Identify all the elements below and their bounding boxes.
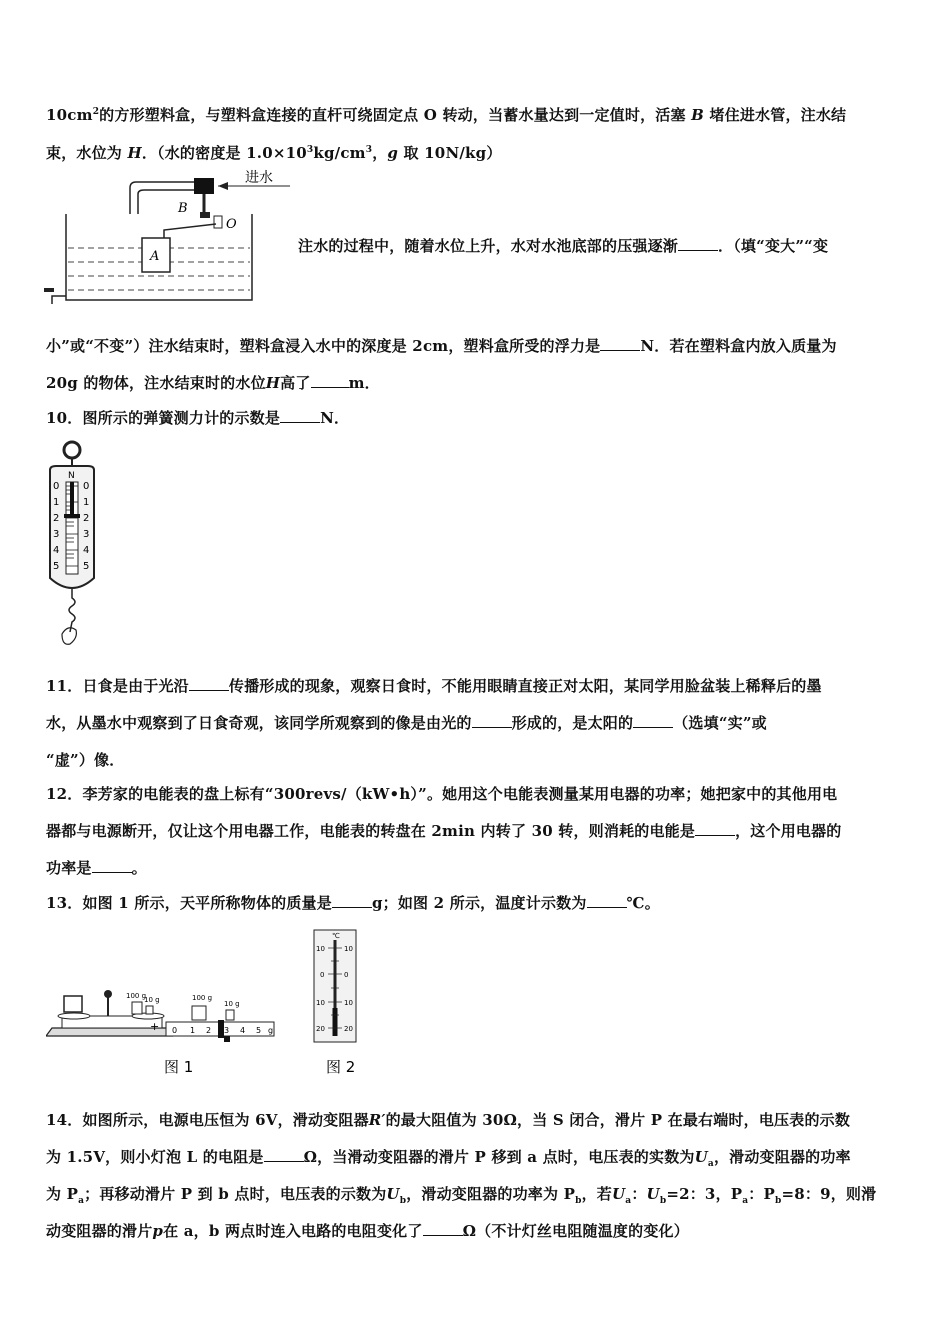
q14-line-2: 为 1.5V，则小灯泡 L 的电阻是 Ω，当滑动变阻器的滑片 P 移到 a 点时，电压表的实数为$U_a$，滑动变阻器的功率 (46, 1148, 851, 1169)
hand-icon (62, 628, 76, 645)
q9-line-5: 20g 的物体，注水结束时的水位H高了 m． (46, 374, 380, 392)
answer-blank[interactable] (280, 408, 320, 423)
answer-blank[interactable] (423, 1221, 463, 1236)
svg-text:5: 5 (256, 1026, 262, 1035)
svg-text:20: 20 (344, 1025, 353, 1033)
svg-text:N: N (68, 471, 75, 481)
scale-right-2: 2 (83, 513, 90, 524)
inlet-arrow-icon (218, 182, 228, 190)
q9-line-1: $10cm^2$的方形塑料盒，与塑料盒连接的直杆可绕固定点 O 转动，当蓄水量达到一定值时，活塞 B 堵住进水管，注水结 (46, 106, 847, 124)
label-o: O (226, 217, 237, 232)
weight-10g (146, 1006, 153, 1014)
scale-ring (64, 442, 80, 458)
scale-left-0: 0 (53, 481, 60, 492)
scale-left-2: 2 (53, 513, 60, 524)
q12-line-2: 器都与电源断开，仅让这个用电器工作，电能表的转盘在 2min 内转了 30 转，则消耗的电能是 ，这个用电器的 (46, 822, 842, 840)
water-tank-figure (40, 168, 290, 318)
scale-spring (70, 482, 74, 516)
outlet-pipe (52, 296, 66, 304)
svg-text:10: 10 (316, 999, 325, 1007)
lever-rod (164, 224, 216, 238)
svg-text:100 g: 100 g (192, 994, 213, 1002)
svg-text:4: 4 (240, 1026, 246, 1035)
weight-100g (132, 1002, 142, 1014)
scale-pointer (64, 514, 80, 518)
balance-object (64, 996, 82, 1012)
q14-line-3: 为 $P_a$；再移动滑片 P 到 b 点时，电压表的示数为$U_b$，滑动变阻器的功率为 $P_b$，若$U_a$：$U_b=2$：3，$P_a$：$P_b=8$：9，则滑 (46, 1185, 877, 1206)
q13-line: 13．如图 1 所示，天平所称物体的质量是 g；如图 2 所示，温度计示数为 ℃。 (46, 894, 660, 912)
q14-line-1: 14．如图所示，电源电压恒为 6V，滑动变阻器R′的最大阻值为 30Ω，当 S 闭合，滑片 P 在最右端时，电压表的示数 (46, 1111, 851, 1129)
thermometer-figure (306, 926, 366, 1081)
svg-text:10 g: 10 g (144, 996, 160, 1004)
scale-left-4: 4 (53, 545, 60, 556)
pivot-o (214, 216, 222, 228)
q10-line: 10．图所示的弹簧测力计的示数是 N． (46, 409, 350, 427)
q14-line-4: 动变阻器的滑片p在 a，b 两点时连入电路的电阻变化了 Ω（不计灯丝电阻随温度的变化） (46, 1222, 689, 1240)
answer-blank[interactable] (311, 373, 349, 388)
fig1-caption: 图 1 (164, 1058, 194, 1076)
label-a: A (150, 249, 160, 264)
label-b: B (178, 201, 188, 216)
answer-blank[interactable] (189, 676, 229, 691)
scale-left-3: 3 (53, 529, 60, 540)
fig2-caption: 图 2 (326, 1058, 356, 1076)
answer-blank[interactable] (587, 893, 627, 908)
q11-line-1: 11．日食是由于光沿 传播形成的现象，观察日食时，不能用眼睛直接正对太阳，某同学用脸盆装上稀释后的墨 (46, 677, 822, 695)
svg-text:℃: ℃ (332, 932, 340, 940)
svg-text:10: 10 (344, 945, 353, 953)
svg-text:0: 0 (320, 971, 325, 979)
svg-text:10 g: 10 g (224, 1000, 240, 1008)
svg-text:2: 2 (206, 1026, 212, 1035)
svg-text:1: 1 (190, 1026, 196, 1035)
svg-text:20: 20 (316, 1025, 325, 1033)
q9-line-3: 注水的过程中，随着水位上升，水对水池底部的压强逐渐 ．（填“变大”“变 (298, 237, 829, 255)
svg-text:g: g (268, 1026, 274, 1035)
q12-line-1: 12．李芳家的电能表的盘上标有“300revs/（kW•h）”。她用这个电能表测量某用电器的功率；她把家中的其他用电 (46, 785, 838, 803)
q11-line-2: 水，从墨水中观察到了日食奇观，该同学所观察到的像是由光的 形成的，是太阳的 （选填“实”或 (46, 714, 767, 732)
answer-blank[interactable] (264, 1147, 304, 1162)
inlet-pipe (130, 182, 200, 214)
scale-right-3: 3 (83, 529, 90, 540)
spring-scale-figure (44, 438, 104, 650)
weight-10g-side (226, 1010, 234, 1020)
svg-text:3: 3 (224, 1026, 230, 1035)
answer-blank[interactable] (678, 236, 718, 251)
scale-left-5: 5 (53, 561, 60, 572)
scale-left-1: 1 (53, 497, 60, 508)
answer-blank[interactable] (472, 713, 512, 728)
answer-blank[interactable] (695, 821, 735, 836)
answer-blank[interactable] (633, 713, 673, 728)
svg-text:10: 10 (344, 999, 353, 1007)
answer-blank[interactable] (92, 858, 132, 873)
svg-text:10: 10 (316, 945, 325, 953)
q9-line-4: 小”或“不变”）注水结束时，塑料盒浸入水中的深度是 2cm，塑料盒所受的浮力是 N．若在塑料盒内放入质量为 (46, 337, 837, 355)
scale-right-1: 1 (83, 497, 90, 508)
q12-line-3: 功率是 。 (46, 859, 147, 877)
scale-hook (69, 588, 75, 632)
q9-line-2: 束，水位为 H．（水的密度是 $1.0\times 10^3kg/cm^3$，g 取 10N/kg） (46, 144, 502, 162)
q11-line-3: “虚”）像． (46, 751, 125, 769)
svg-text:0: 0 (344, 971, 349, 979)
scale-right-5: 5 (83, 561, 90, 572)
valve-block (194, 178, 214, 194)
inlet-label: 进水 (245, 170, 273, 186)
weight-100g-side (192, 1006, 206, 1020)
scale-right-0: 0 (83, 481, 90, 492)
svg-text:0: 0 (172, 1026, 178, 1035)
svg-text:100 g: 100 g (126, 992, 147, 1000)
balance-figure (46, 968, 286, 1078)
answer-blank[interactable] (332, 893, 372, 908)
scale-right-4: 4 (83, 545, 90, 556)
svg-text:+: + (150, 1020, 160, 1033)
answer-blank[interactable] (600, 336, 640, 351)
